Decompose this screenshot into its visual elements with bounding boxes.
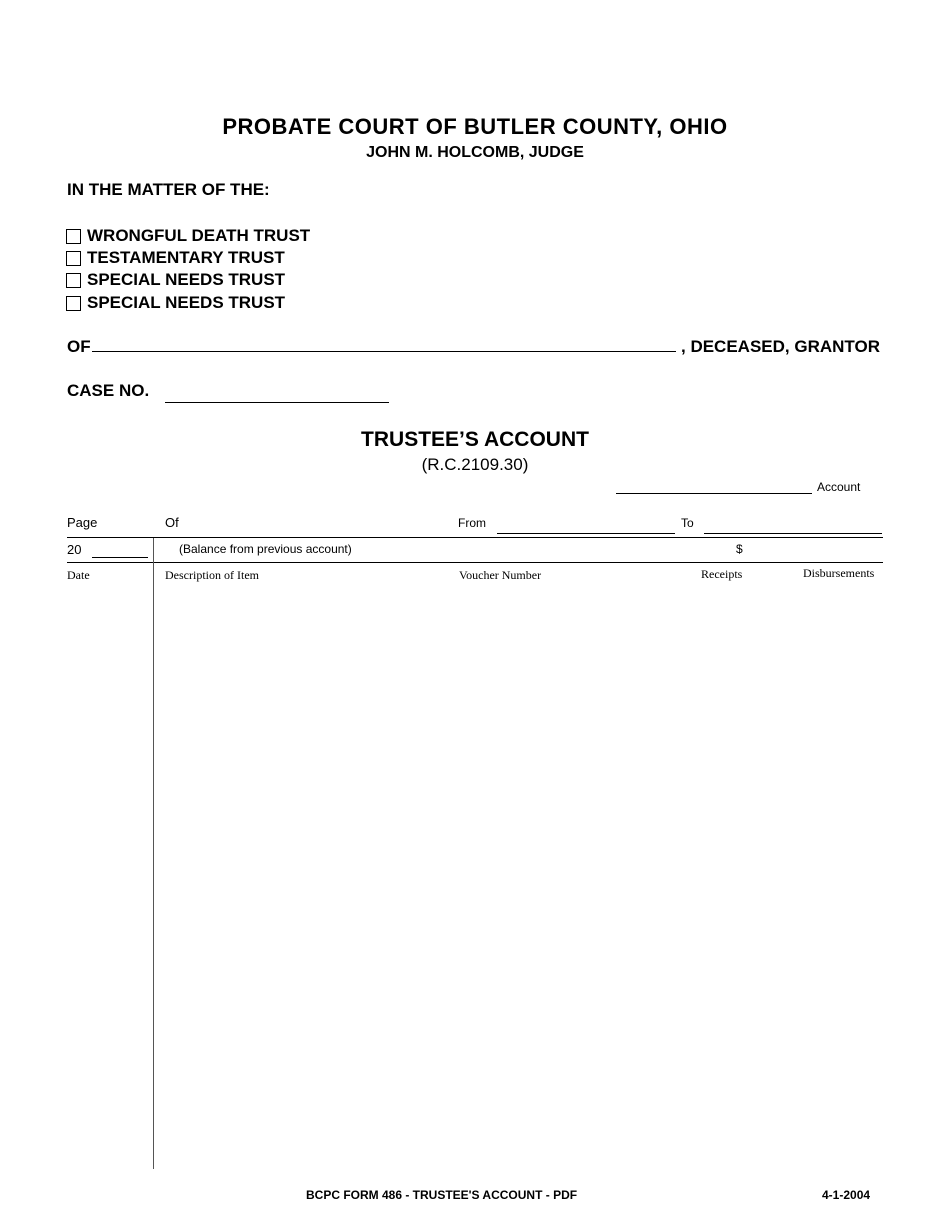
table-divider (67, 562, 883, 563)
judge-name: JOHN M. HOLCOMB, JUDGE (366, 144, 584, 161)
case-number-field[interactable] (165, 402, 389, 403)
column-header-description: Description of Item (165, 568, 259, 582)
year-field[interactable] (92, 557, 148, 558)
year-prefix: 20 (67, 542, 82, 557)
trust-option-label: SPECIAL NEEDS TRUST (87, 293, 286, 312)
trust-option-label: SPECIAL NEEDS TRUST (87, 270, 286, 289)
checkbox[interactable] (66, 251, 81, 266)
decedent-name-field[interactable] (92, 351, 676, 352)
checkbox[interactable] (66, 273, 81, 288)
deceased-grantor-label: , DECEASED, GRANTOR (681, 337, 880, 356)
column-header-disbursements: Disbursements (803, 566, 875, 580)
table-divider (67, 537, 883, 538)
account-number-field[interactable] (616, 493, 812, 494)
currency-symbol: $ (736, 542, 743, 556)
of-label: OF (67, 337, 91, 356)
from-date-field[interactable] (497, 533, 675, 534)
page-of-label: Of (165, 515, 179, 530)
trust-option-special-needs-2[interactable] (66, 292, 285, 314)
trust-option-label: WRONGFUL DEATH TRUST (87, 226, 311, 245)
checkbox[interactable] (66, 229, 81, 244)
trust-option-wrongful-death[interactable] (66, 225, 310, 247)
balance-label: (Balance from previous account) (179, 542, 352, 556)
court-title: PROBATE COURT OF BUTLER COUNTY, OHIO (222, 114, 728, 139)
column-header-receipts: Receipts (701, 567, 743, 581)
to-label: To (681, 516, 694, 530)
trust-option-testamentary[interactable] (66, 247, 285, 269)
column-header-date: Date (67, 568, 90, 582)
form-footer: BCPC FORM 486 - TRUSTEE'S ACCOUNT - PDF (306, 1188, 578, 1202)
account-label: Account (817, 480, 861, 494)
case-number-label: CASE NO. (67, 381, 150, 400)
form-revision-date: 4-1-2004 (822, 1188, 871, 1202)
checkbox[interactable] (66, 296, 81, 311)
to-date-field[interactable] (704, 533, 882, 534)
matter-label: IN THE MATTER OF THE: (67, 180, 270, 199)
column-header-voucher: Voucher Number (459, 568, 542, 582)
trust-option-label: TESTAMENTARY TRUST (87, 248, 285, 267)
page-label: Page (67, 515, 98, 530)
statute-reference: (R.C.2109.30) (421, 455, 529, 474)
from-label: From (458, 516, 486, 530)
trust-option-special-needs-1[interactable] (66, 269, 285, 291)
form-title: TRUSTEE’S ACCOUNT (361, 428, 589, 451)
column-divider (153, 538, 154, 1169)
